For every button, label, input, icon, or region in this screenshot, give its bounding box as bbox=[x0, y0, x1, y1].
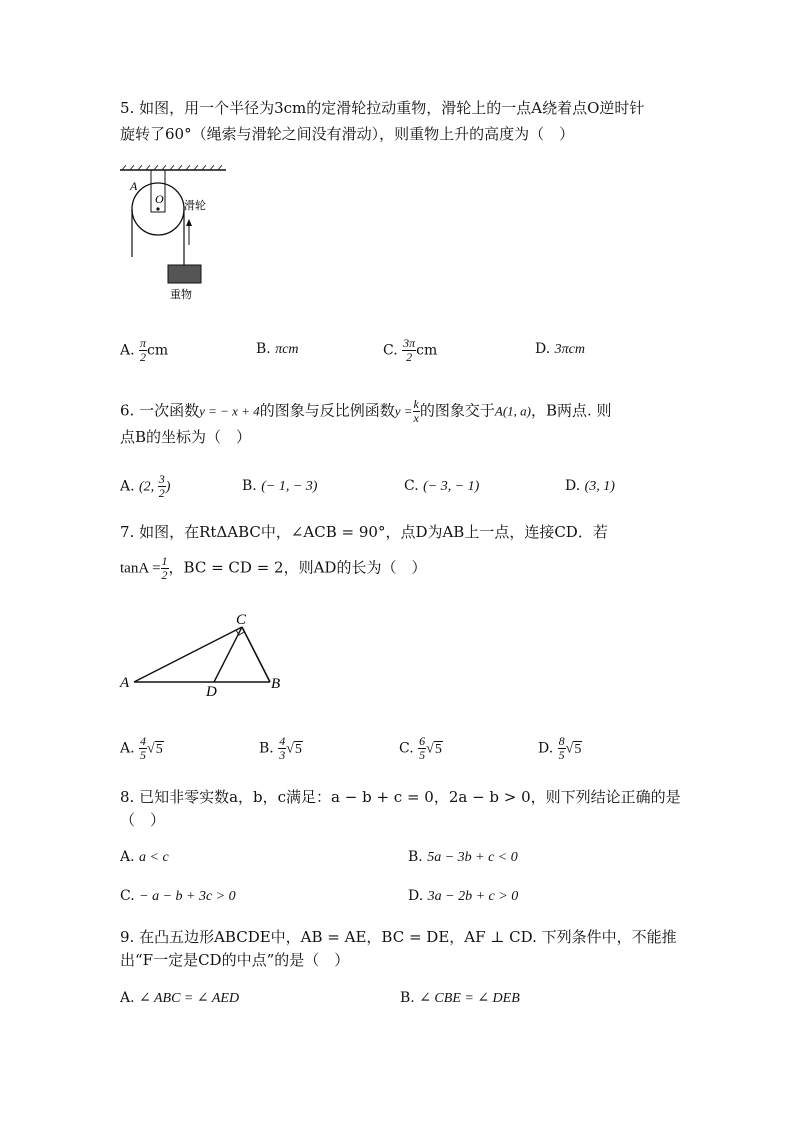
q5-option-a bbox=[120, 337, 168, 364]
q7-option-b bbox=[259, 735, 303, 762]
option-letter: C. bbox=[404, 478, 419, 494]
option-letter: A. bbox=[120, 740, 135, 757]
q6-number: 6. bbox=[120, 401, 135, 420]
q9-stem-1: 在凸五边形ABCDE中，AB = AE，BC = DE，AF ⊥ CD. 下列条件中，不能推 bbox=[139, 928, 677, 946]
numerator: 8 bbox=[558, 734, 565, 748]
numerator: 3π bbox=[403, 336, 416, 350]
square-root: √5 bbox=[565, 741, 582, 757]
square-root: √5 bbox=[426, 741, 442, 757]
q9-option-a bbox=[120, 988, 239, 1009]
radicand: 5 bbox=[155, 741, 163, 757]
q8-stem-1: 已知非零实数a，b，c满足：a − b + c = 0，2a − b > 0，则下列结论正确的是 bbox=[139, 788, 681, 806]
q5-stem-2: 旋转了60°（绳索与滑轮之间没有滑动），则重物上升的高度为（ ） bbox=[120, 125, 575, 143]
side-ac bbox=[134, 627, 242, 682]
q5-pulley-figure bbox=[118, 165, 228, 305]
q6-option-c bbox=[404, 476, 479, 497]
denominator: 5 bbox=[558, 748, 565, 762]
q9-line-2 bbox=[120, 950, 349, 970]
weight-block bbox=[168, 265, 201, 283]
q6-stem-part: 的图象交于 bbox=[419, 401, 495, 420]
q8-option-a bbox=[120, 847, 169, 868]
q8-option-b bbox=[408, 847, 518, 868]
q7-option-a bbox=[120, 735, 164, 762]
up-arrow-icon bbox=[186, 219, 192, 226]
numerator: 4 bbox=[279, 734, 286, 748]
q7-number: 7. bbox=[120, 523, 135, 541]
q7-stem-1: 如图，在RtΔABC中，∠ACB = 90°，点D为AB上一点，连接CD．若 bbox=[139, 523, 608, 541]
q5-number: 5. bbox=[120, 99, 135, 117]
q7-line-2 bbox=[120, 555, 426, 582]
q5-option-c bbox=[383, 337, 437, 364]
side-bc bbox=[242, 627, 270, 682]
numerator: 3 bbox=[158, 472, 165, 486]
option-text: 5a − 3b + c < 0 bbox=[427, 850, 518, 865]
denominator: 3 bbox=[279, 748, 286, 762]
denominator: 2 bbox=[158, 486, 165, 500]
vertex-label-d: D bbox=[206, 684, 217, 700]
option-letter: B. bbox=[408, 849, 423, 865]
option-letter: D. bbox=[408, 888, 424, 904]
denominator: 2 bbox=[140, 350, 147, 364]
q5-line-1 bbox=[120, 98, 644, 118]
option-letter: C. bbox=[383, 342, 398, 359]
q6-stem-part: 的图象与反比例函数 bbox=[259, 401, 395, 420]
pulley-label-o: O bbox=[155, 192, 164, 206]
tan-expression: tanA = bbox=[120, 560, 161, 577]
option-letter: A. bbox=[120, 849, 135, 865]
numerator: π bbox=[140, 336, 147, 350]
fraction bbox=[161, 555, 169, 582]
inverse-equation-lhs: y = bbox=[394, 403, 413, 419]
segment-cd bbox=[214, 627, 242, 682]
option-letter: C. bbox=[120, 888, 135, 904]
fraction bbox=[139, 735, 147, 762]
fraction bbox=[558, 735, 566, 762]
pulley-label-a: A bbox=[130, 179, 138, 193]
denominator: 5 bbox=[140, 748, 147, 762]
fraction-k-over-x bbox=[413, 398, 420, 425]
option-text: (− 1, − 3) bbox=[261, 479, 318, 494]
unit: cm bbox=[147, 342, 169, 359]
fraction bbox=[418, 735, 426, 762]
pulley-label: 滑轮 bbox=[184, 200, 206, 212]
option-text: πcm bbox=[275, 342, 299, 357]
option-letter: D. bbox=[535, 341, 551, 357]
option-text: ∠ ABC = ∠ AED bbox=[139, 991, 240, 1006]
fraction bbox=[402, 337, 416, 364]
option-letter: D. bbox=[565, 478, 581, 494]
q8-line-2 bbox=[120, 810, 165, 830]
option-letter: B. bbox=[400, 990, 415, 1006]
option-text: − a − b + 3c > 0 bbox=[139, 889, 236, 904]
denominator: 2 bbox=[161, 568, 168, 582]
q9-option-b bbox=[400, 988, 520, 1009]
numerator: 4 bbox=[140, 734, 147, 748]
point-a: A(1, a) bbox=[494, 403, 531, 419]
q8-number: 8. bbox=[120, 788, 135, 806]
vertex-label-a: A bbox=[120, 675, 130, 691]
denominator: 5 bbox=[419, 748, 426, 762]
unit: cm bbox=[416, 342, 438, 359]
radicand: 5 bbox=[574, 741, 582, 757]
q6-stem-part: ，B两点. 则 bbox=[530, 401, 612, 420]
option-letter: B. bbox=[259, 740, 274, 757]
q6-option-a bbox=[120, 473, 170, 500]
option-letter: B. bbox=[242, 478, 257, 494]
q7-line-1 bbox=[120, 522, 608, 542]
q8-option-d bbox=[408, 886, 518, 907]
q7-option-d bbox=[538, 735, 582, 762]
vertex-label-b: B bbox=[271, 676, 281, 692]
option-letter: A. bbox=[120, 342, 135, 359]
q5-stem-1: 如图，用一个半径为3cm的定滑轮拉动重物，滑轮上的一点A绕着点O逆时针 bbox=[139, 99, 645, 117]
denominator: x bbox=[413, 411, 419, 425]
vertex-label-c: C bbox=[236, 612, 247, 628]
q9-stem-2: 出“F一定是CD的中点”的是（ ） bbox=[120, 951, 350, 969]
option-letter: D. bbox=[538, 740, 554, 757]
fraction bbox=[278, 735, 286, 762]
numerator: 6 bbox=[419, 734, 426, 748]
option-letter: B. bbox=[256, 341, 271, 357]
fraction bbox=[139, 337, 147, 364]
option-text: ∠ CBE = ∠ DEB bbox=[419, 991, 520, 1006]
numerator: k bbox=[413, 397, 419, 411]
q8-line-1 bbox=[120, 787, 681, 807]
q6-stem-2: 点B的坐标为（ ） bbox=[120, 428, 252, 446]
q7-triangle-figure bbox=[118, 610, 288, 700]
q8-option-c bbox=[120, 886, 236, 907]
q9-line-1 bbox=[120, 927, 677, 947]
q5-line-2 bbox=[120, 124, 574, 144]
pulley-center-point bbox=[156, 207, 159, 210]
radicand: 5 bbox=[294, 741, 302, 757]
denominator: 2 bbox=[406, 350, 413, 364]
option-letter: A. bbox=[120, 478, 135, 495]
option-letter: C. bbox=[399, 740, 414, 757]
q6-option-d bbox=[565, 476, 615, 497]
option-text: 3πcm bbox=[554, 342, 585, 357]
q6-line-2 bbox=[120, 427, 251, 447]
square-root: √5 bbox=[147, 741, 163, 757]
option-text: a < c bbox=[139, 850, 169, 865]
radicand: 5 bbox=[434, 741, 442, 757]
weight-label: 重物 bbox=[170, 289, 192, 301]
q6-line-1 bbox=[120, 398, 612, 425]
option-text: 3a − 2b + c > 0 bbox=[427, 889, 519, 904]
q7-stem-2: ，BC = CD = 2，则AD的长为（ ） bbox=[168, 558, 427, 577]
fraction bbox=[158, 473, 166, 500]
q5-option-d bbox=[535, 339, 585, 360]
q9-number: 9. bbox=[120, 928, 135, 946]
option-text: (3, 1) bbox=[584, 479, 615, 494]
option-text: (2, bbox=[139, 479, 158, 495]
option-text: (− 3, − 1) bbox=[423, 479, 480, 494]
option-tail: ) bbox=[165, 479, 171, 495]
numerator: 1 bbox=[161, 554, 168, 568]
q5-option-b bbox=[256, 339, 299, 360]
q8-stem-2: （ ） bbox=[120, 811, 166, 829]
q6-option-b bbox=[242, 476, 317, 497]
q6-stem-part: 一次函数 bbox=[139, 401, 200, 420]
q7-option-c bbox=[399, 735, 443, 762]
linear-equation: y = − x + 4 bbox=[199, 403, 260, 419]
square-root: √5 bbox=[286, 741, 302, 757]
option-letter: A. bbox=[120, 990, 135, 1006]
